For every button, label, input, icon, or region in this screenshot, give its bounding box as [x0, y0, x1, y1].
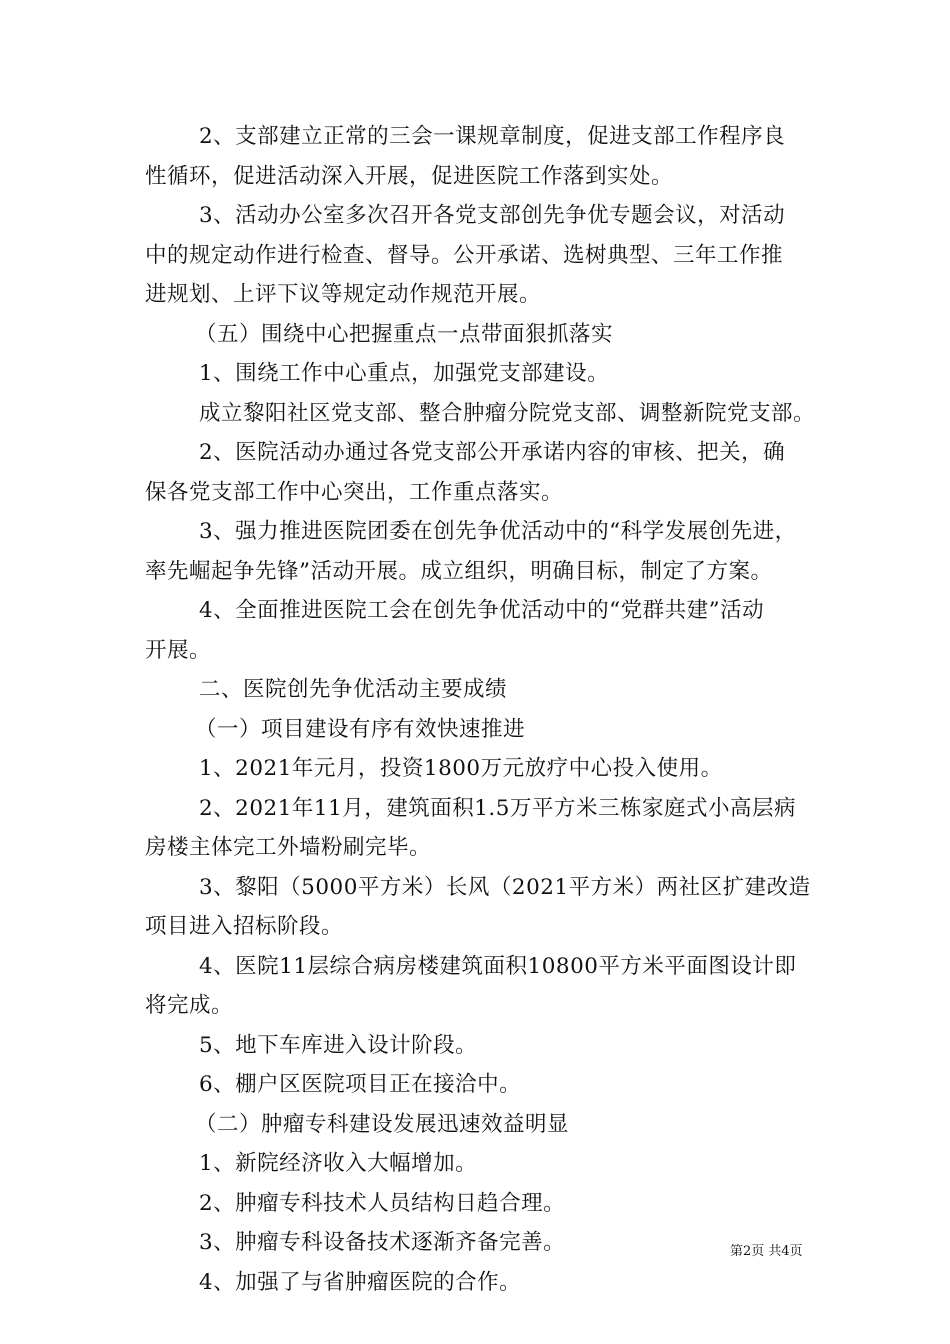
paragraph-line: 2、支部建立正常的三会一课规章制度，促进支部工作程序良	[199, 124, 786, 149]
paragraph-line: 2、医院活动办通过各党支部公开承诺内容的审核、把关，确	[199, 440, 786, 465]
paragraph-line: 6、棚户区医院项目正在接洽中。	[199, 1072, 522, 1097]
paragraph-line: 性循环，促进活动深入开展，促进医院工作落到实处。	[145, 163, 674, 189]
page-number-footer: 第2页 共4页	[730, 1244, 803, 1259]
paragraph-line: 1、围绕工作中心重点，加强党支部建设。	[199, 361, 610, 386]
paragraph-line: 3、强力推进医院团委在创先争优活动中的“科学发展创先进，	[199, 519, 797, 544]
paragraph-line: 5、地下车库进入设计阶段。	[199, 1032, 478, 1058]
paragraph-line: 1、2021年元月，投资1800万元放疗中心投入使用。	[199, 756, 723, 781]
paragraph-line: 4、医院11层综合病房楼建筑面积10800平方米平面图设计即	[199, 953, 797, 979]
paragraph-line: 1、新院经济收入大幅增加。	[199, 1151, 478, 1176]
paragraph-line: 4、全面推进医院工会在创先争优活动中的“党群共建”活动	[199, 598, 765, 623]
paragraph-line: 率先崛起争先锋”活动开展。成立组织，明确目标，制定了方案。	[145, 558, 773, 584]
section-heading: （一）项目建设有序有效快速推进	[195, 716, 526, 742]
paragraph-line: 保各党支部工作中心突出，工作重点落实。	[145, 479, 564, 505]
paragraph-line: 将完成。	[145, 993, 234, 1018]
paragraph-line: 3、黎阳（5000平方米）长风（2021平方米）两社区扩建改造	[199, 874, 811, 900]
document-body	[145, 117, 816, 1302]
paragraph-line: 4、加强了与省肿瘤医院的合作。	[199, 1269, 522, 1295]
paragraph-line: 3、肿瘤专科设备技术逐渐齐备完善。	[199, 1230, 566, 1255]
paragraph-line: 开展。	[145, 637, 212, 663]
section-heading: （五）围绕中心把握重点一点带面狠抓落实	[195, 321, 614, 347]
paragraph-line: 3、活动办公室多次召开各党支部创先争优专题会议，对活动	[199, 203, 786, 228]
paragraph-line: 2、肿瘤专科技术人员结构日趋合理。	[199, 1190, 566, 1216]
paragraph-line: 进规划、上评下议等规定动作规范开展。	[145, 282, 542, 307]
paragraph-line: 成立黎阳社区党支部、整合肿瘤分院党支部、调整新院党支部。	[199, 400, 816, 426]
paragraph-line: 房楼主体完工外墙粉刷完毕。	[145, 835, 432, 860]
paragraph-line: 中的规定动作进行检查、督导。公开承诺、选树典型、三年工作推	[145, 242, 784, 268]
section-heading: （二）肿瘤专科建设发展迅速效益明显	[195, 1111, 570, 1137]
paragraph-line: 项目进入招标阶段。	[145, 914, 344, 939]
paragraph-line: 2、2021年11月，建筑面积1.5万平方米三栋家庭式小高层病	[199, 795, 796, 821]
section-heading: 二、医院创先争优活动主要成绩	[199, 677, 508, 702]
